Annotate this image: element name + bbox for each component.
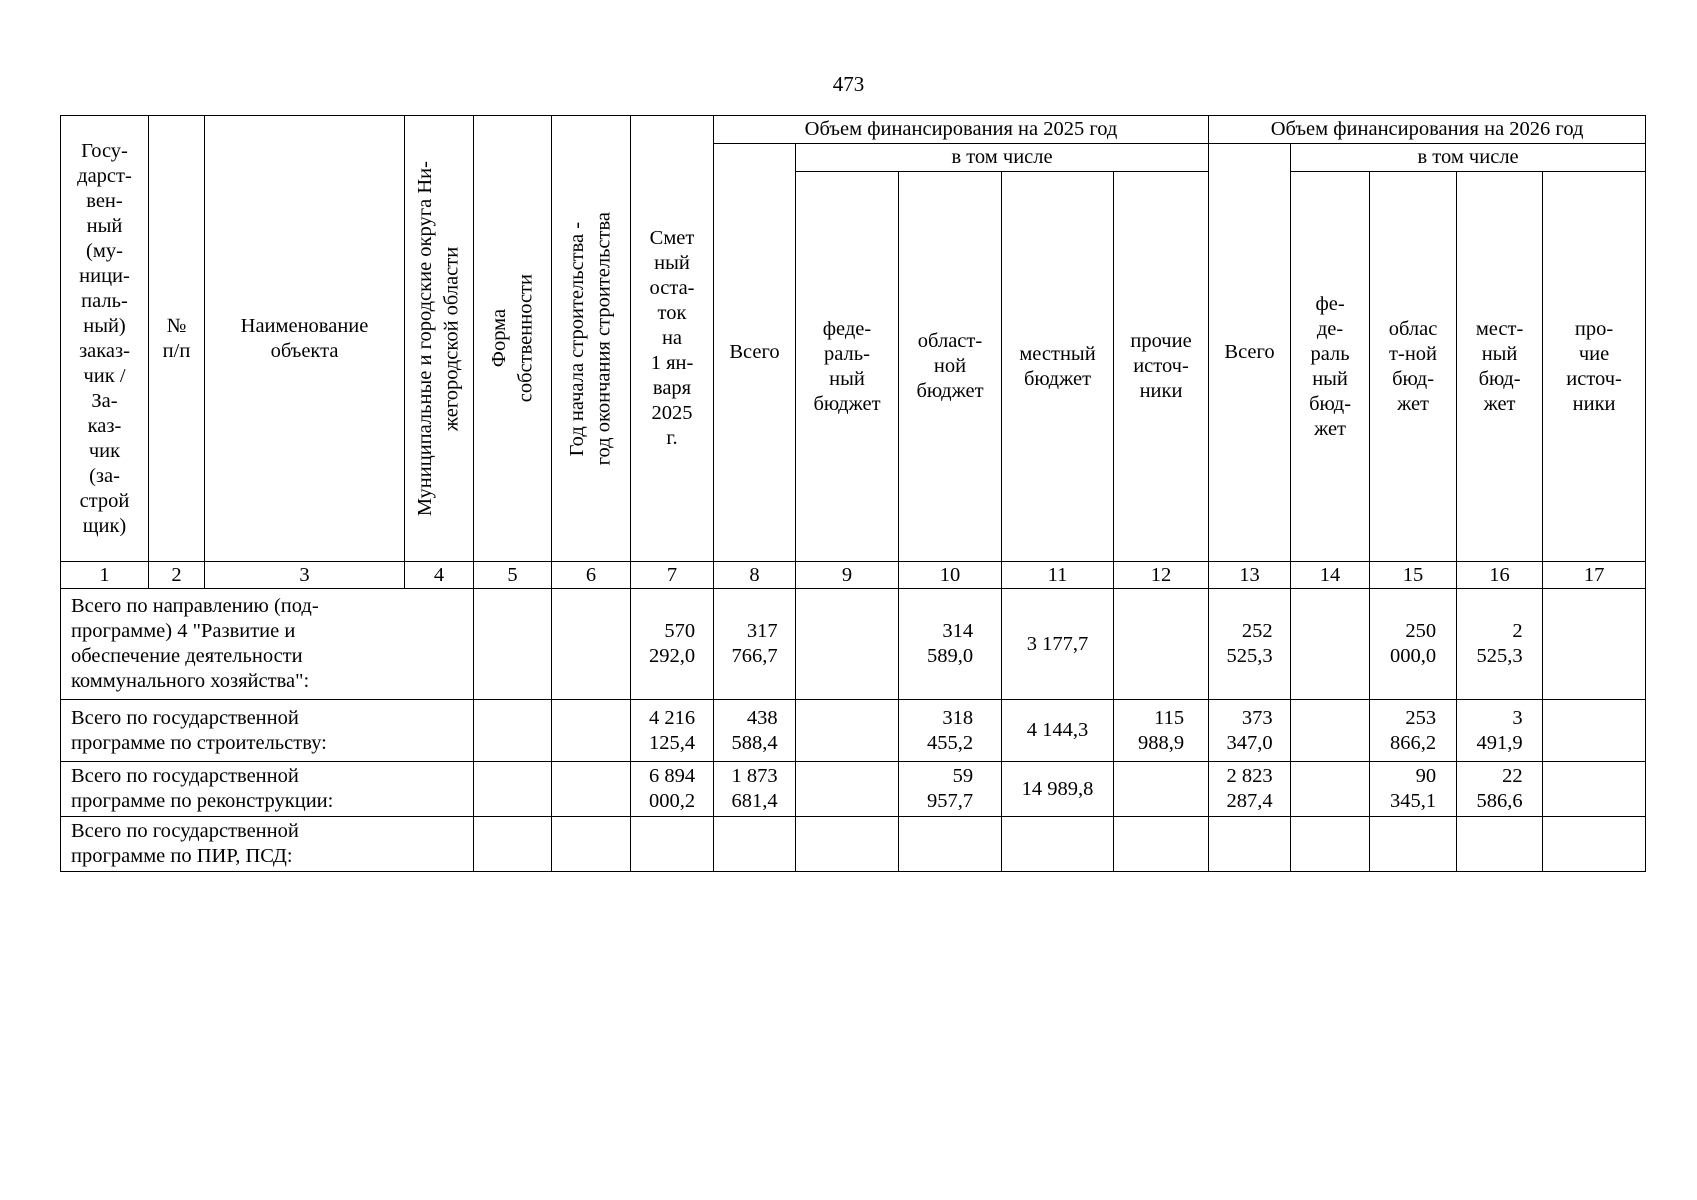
- cell-federal-2026: [1291, 762, 1370, 817]
- cell-federal-2026: [1291, 589, 1370, 700]
- header-regional-2026: облас т-ной бюд- жет: [1370, 172, 1457, 562]
- cell-other-2025: [1114, 817, 1209, 872]
- header-remainder: Смет ный оста- ток на 1 ян- варя 2025 г.: [631, 116, 714, 562]
- cell-regional-2026: 90 345,1: [1370, 762, 1457, 817]
- cell-total-2026: 2 823 287,4: [1209, 762, 1291, 817]
- cell-regional-2026: [1370, 817, 1457, 872]
- row-label: Всего по государственной программе по строительству:: [61, 700, 474, 762]
- funding-table: [60, 115, 1646, 872]
- column-number: 8: [714, 562, 796, 589]
- cell-other-2026: [1543, 700, 1646, 762]
- cell-remainder: 6 894 000,2: [631, 762, 714, 817]
- cell-total-2025: 1 873 681,4: [714, 762, 796, 817]
- header-regional-2025: област- ной бюджет: [899, 172, 1002, 562]
- cell-local-2026: [1457, 817, 1543, 872]
- cell-total-2025: [714, 817, 796, 872]
- header-including-2026: в том числе: [1291, 144, 1646, 172]
- column-number: 15: [1370, 562, 1457, 589]
- header-customer: Госу- дарст- вен- ный (му- ници- паль- ный) заказ- чик / За- каз- чик (за- строй щик): [61, 116, 149, 562]
- cell-remainder: 570 292,0: [631, 589, 714, 700]
- column-number: 10: [899, 562, 1002, 589]
- header-total-2026: Всего: [1209, 144, 1291, 562]
- cell-years: [552, 589, 631, 700]
- column-number: 6: [552, 562, 631, 589]
- header-local-2026: мест- ный бюд- жет: [1457, 172, 1543, 562]
- column-number: 7: [631, 562, 714, 589]
- cell-total-2026: 373 347,0: [1209, 700, 1291, 762]
- cell-ownership: [474, 700, 552, 762]
- cell-local-2026: 22 586,6: [1457, 762, 1543, 817]
- cell-regional-2026: 250 000,0: [1370, 589, 1457, 700]
- cell-ownership: [474, 762, 552, 817]
- header-including-2025: в том числе: [796, 144, 1209, 172]
- header-total-2025: Всего: [714, 144, 796, 562]
- cell-other-2026: [1543, 589, 1646, 700]
- header-other-2026: про- чие источ- ники: [1543, 172, 1646, 562]
- cell-regional-2025: 314 589,0: [899, 589, 1002, 700]
- cell-local-2025: 4 144,3: [1002, 700, 1114, 762]
- cell-other-2026: [1543, 762, 1646, 817]
- header-funding-2026: Объем финансирования на 2026 год: [1209, 116, 1646, 144]
- header-years: Год начала строительства - год окончания строительства: [552, 116, 631, 562]
- cell-federal-2026: [1291, 700, 1370, 762]
- cell-regional-2025: [899, 817, 1002, 872]
- row-label: Всего по государственной программе по ПИР, ПСД:: [61, 817, 474, 872]
- column-number: 14: [1291, 562, 1370, 589]
- row-label: Всего по государственной программе по реконструкции:: [61, 762, 474, 817]
- header-num: № п/п: [149, 116, 205, 562]
- cell-ownership: [474, 817, 552, 872]
- cell-total-2025: 317 766,7: [714, 589, 796, 700]
- column-number: 11: [1002, 562, 1114, 589]
- cell-total-2026: 252 525,3: [1209, 589, 1291, 700]
- column-number: 4: [405, 562, 474, 589]
- cell-remainder: [631, 817, 714, 872]
- column-number: 17: [1543, 562, 1646, 589]
- column-number: 12: [1114, 562, 1209, 589]
- table-row: [61, 700, 1646, 762]
- header-local-2025: местный бюджет: [1002, 172, 1114, 562]
- table-row: [61, 817, 1646, 872]
- cell-years: [552, 817, 631, 872]
- column-number: 1: [61, 562, 149, 589]
- header-districts: Муниципальные и городские округа Ни- жегородской области: [405, 116, 474, 562]
- cell-total-2026: [1209, 817, 1291, 872]
- header-object-name: Наименование объекта: [205, 116, 405, 562]
- column-number-row: [61, 562, 1646, 589]
- column-number: 16: [1457, 562, 1543, 589]
- column-number: 3: [205, 562, 405, 589]
- page-number: 473: [832, 72, 865, 96]
- cell-other-2025: [1114, 762, 1209, 817]
- cell-other-2025: [1114, 589, 1209, 700]
- cell-local-2026: 2 525,3: [1457, 589, 1543, 700]
- header-ownership: Форма собственности: [474, 116, 552, 562]
- header-funding-2025: Объем финансирования на 2025 год: [714, 116, 1209, 144]
- header-other-2025: прочие источ- ники: [1114, 172, 1209, 562]
- header-federal-2026: фе- де- раль ный бюд- жет: [1291, 172, 1370, 562]
- cell-other-2025: 115 988,9: [1114, 700, 1209, 762]
- cell-regional-2025: 59 957,7: [899, 762, 1002, 817]
- cell-regional-2026: 253 866,2: [1370, 700, 1457, 762]
- cell-years: [552, 700, 631, 762]
- cell-federal-2025: [796, 817, 899, 872]
- row-label: Всего по направлению (под- программе) 4 "Развитие и обеспечение деятельности коммунального хозяйства":: [61, 589, 474, 700]
- cell-total-2025: 438 588,4: [714, 700, 796, 762]
- column-number: 13: [1209, 562, 1291, 589]
- cell-federal-2026: [1291, 817, 1370, 872]
- column-number: 9: [796, 562, 899, 589]
- cell-federal-2025: [796, 700, 899, 762]
- cell-local-2025: 14 989,8: [1002, 762, 1114, 817]
- table-row: [61, 762, 1646, 817]
- cell-regional-2025: 318 455,2: [899, 700, 1002, 762]
- cell-local-2026: 3 491,9: [1457, 700, 1543, 762]
- column-number: 5: [474, 562, 552, 589]
- column-number: 2: [149, 562, 205, 589]
- cell-ownership: [474, 589, 552, 700]
- cell-local-2025: 3 177,7: [1002, 589, 1114, 700]
- cell-years: [552, 762, 631, 817]
- header-federal-2025: феде- раль- ный бюджет: [796, 172, 899, 562]
- table-row: [61, 589, 1646, 700]
- cell-federal-2025: [796, 589, 899, 700]
- cell-federal-2025: [796, 762, 899, 817]
- cell-remainder: 4 216 125,4: [631, 700, 714, 762]
- cell-other-2026: [1543, 817, 1646, 872]
- cell-local-2025: [1002, 817, 1114, 872]
